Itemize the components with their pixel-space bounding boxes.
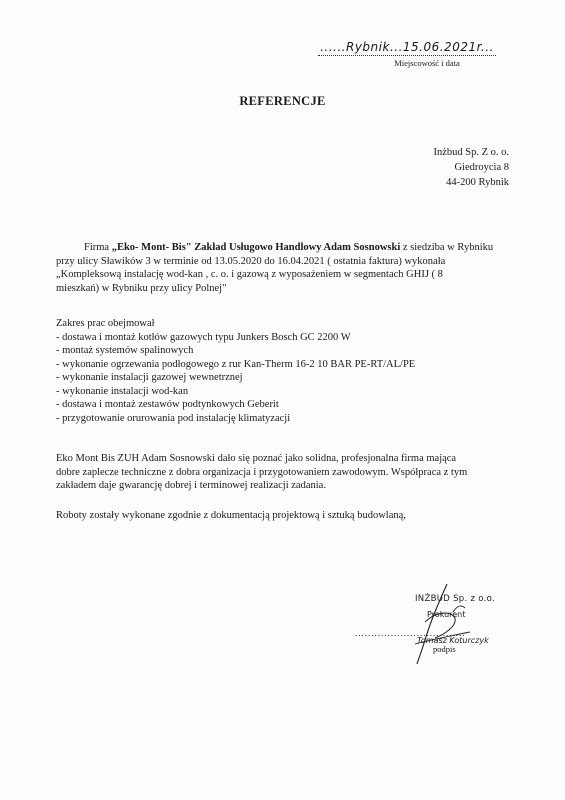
stamp-name: Tomasz Koturczyk — [417, 636, 489, 645]
closing-paragraph: Roboty zostały wykonane zgodnie z dokumentacją projektową i sztuką budowlaną, — [56, 510, 406, 521]
contractor-name: „Eko- Mont- Bis" Zakład Usługowo Handlowy Adam Sosnowski — [111, 242, 401, 253]
intro-paragraph — [56, 241, 506, 295]
scope-item: - wykonanie ogrzewania podłogowego z rur Kan-Therm 16-2 10 BAR PE-RT/AL/PE — [56, 358, 416, 370]
scope-list — [56, 331, 506, 426]
intro-line: „Kompleksową instalację wod-kan , c. o. i gazową z wyposażeniem w segmentach GHIJ ( 8 — [56, 269, 443, 280]
signature-caption: podpis — [433, 644, 456, 654]
intro-prefix: Firma — [84, 242, 112, 253]
addressee-block — [433, 145, 509, 190]
stamp-company: INŻBUD Sp. z o.o. — [415, 594, 495, 604]
scope-item: - przygotowanie orurowania pod instalację klimatyzacji — [56, 412, 291, 424]
intro-line — [56, 241, 506, 255]
document-title: REFERENCJE — [239, 94, 326, 108]
scope-heading: Zakres prac obejmował — [56, 318, 155, 329]
stamp-role: Prokurent — [427, 610, 466, 619]
scope-item: - wykonanie instalacji gazowej wewnetrznej — [56, 372, 243, 383]
handwritten-date: ......Rybnik...15.06.2021r... — [318, 40, 496, 56]
opinion-line: dobre zaplecze techniczne z dobra organizacja i przygotowaniem zawodowym. Współpraca z tym — [56, 466, 468, 478]
intro-line: przy ulicy Sławików 3 w terminie od 13.05.2020 do 16.04.2021 ( ostatnia faktura) wykonała — [56, 255, 446, 267]
scope-of-work — [56, 317, 506, 425]
signature-line: .................................. — [355, 628, 466, 638]
opinion-paragraph — [56, 452, 506, 493]
intro-line-rest: z siedziba w Rybniku — [400, 242, 494, 253]
scope-item: - dostawa i montaż kotłów gazowych typu Junkers Bosch GC 2200 W — [56, 331, 351, 343]
addressee-street: Giedroycia 8 — [454, 162, 509, 173]
place-and-date — [318, 40, 496, 68]
scope-item: - wykonanie instalacji wod-kan — [56, 385, 189, 397]
date-caption: Miejscowość i data — [394, 58, 460, 68]
signature-block — [355, 582, 515, 672]
opinion-line: Eko Mont Bis ZUH Adam Sosnowski dało się poznać jako solidna, profesjonalna firma mająca — [56, 453, 457, 464]
scope-item: - montaż systemów spalinowych — [56, 345, 194, 356]
scope-item: - dostawa i montaż zestawów podtynkowych Geberit — [56, 399, 279, 410]
opinion-line: zakładem daje gwarancję dobrej i terminowej realizacji zadania. — [56, 480, 326, 491]
addressee-company: Inżbud Sp. Z o. o. — [433, 147, 509, 158]
intro-line: mieszkań) w Rybniku przy ulicy Polnej" — [56, 282, 227, 294]
addressee-city: 44-200 Rybnik — [446, 177, 509, 188]
